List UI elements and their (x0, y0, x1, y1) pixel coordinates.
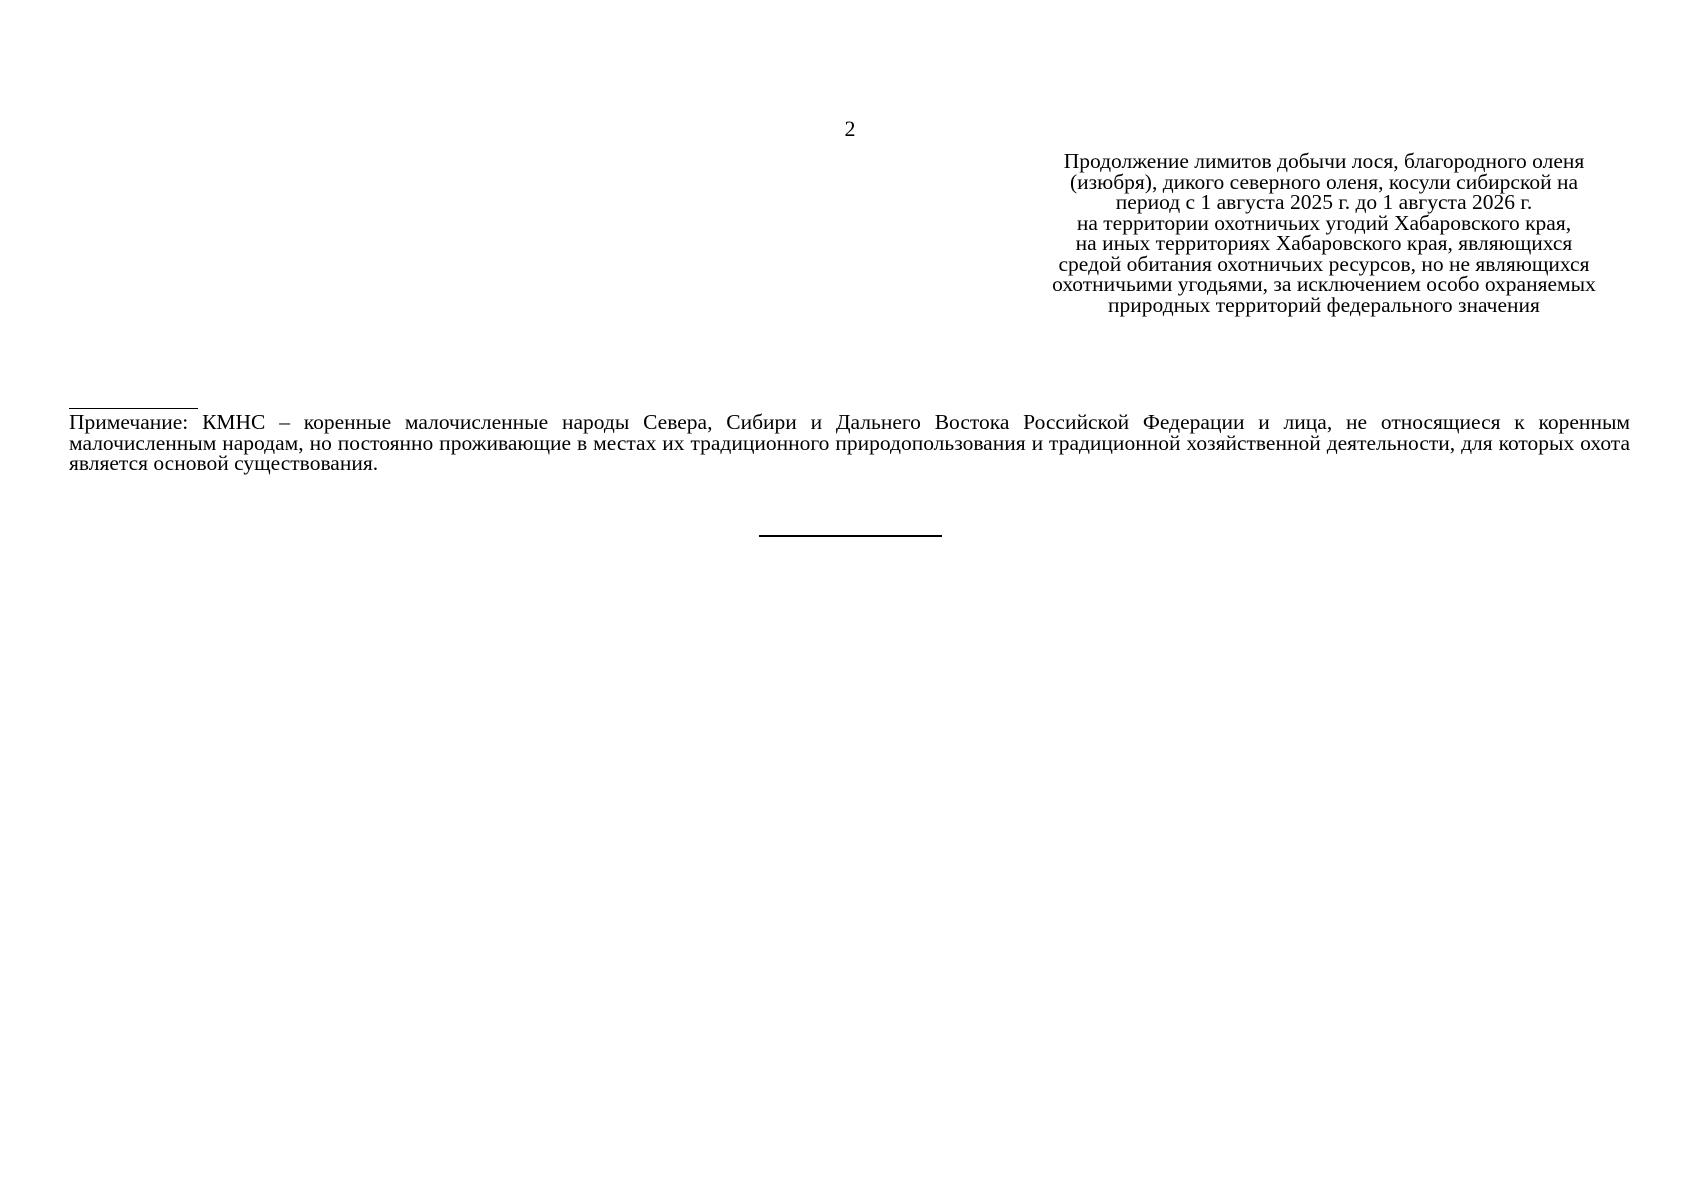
heading-line-2: (изюбря), дикого северного оленя, косули сибирской на (1069, 169, 1578, 194)
document-heading (1008, 151, 1640, 315)
end-of-document-rule (759, 535, 942, 537)
heading-line-3: период с 1 августа 2025 г. до 1 августа 2026 г. (1115, 190, 1533, 214)
footnote-note: Примечание: КМНС – коренные малочисленные народы Севера, Сибири и Дальнего Востока Российской Федерации и лица, не относящиеся к коренным малочисленным народам, но постоянно проживающие в местах их традиционного природопользования и традиционной хозяйственной деятельности, для которых охота является основой существования. (69, 410, 1630, 475)
heading-line-7: охотничьими угодьями, за исключением особо охраняемых (1052, 272, 1596, 296)
page-number: 2 (844, 116, 856, 141)
heading-line-1: Продолжение лимитов добычи лося, благородного оленя (1063, 149, 1585, 173)
heading-line-4: на территории охотничьих угодий Хабаровского края, (1076, 210, 1572, 235)
footnote-divider (69, 408, 198, 409)
heading-line-8: природных территорий федерального значения (1108, 292, 1540, 317)
heading-line-5: на иных территориях Хабаровского края, являющихся (1075, 231, 1573, 255)
heading-line-6: средой обитания охотничьих ресурсов, но не являющихся (1058, 251, 1590, 276)
